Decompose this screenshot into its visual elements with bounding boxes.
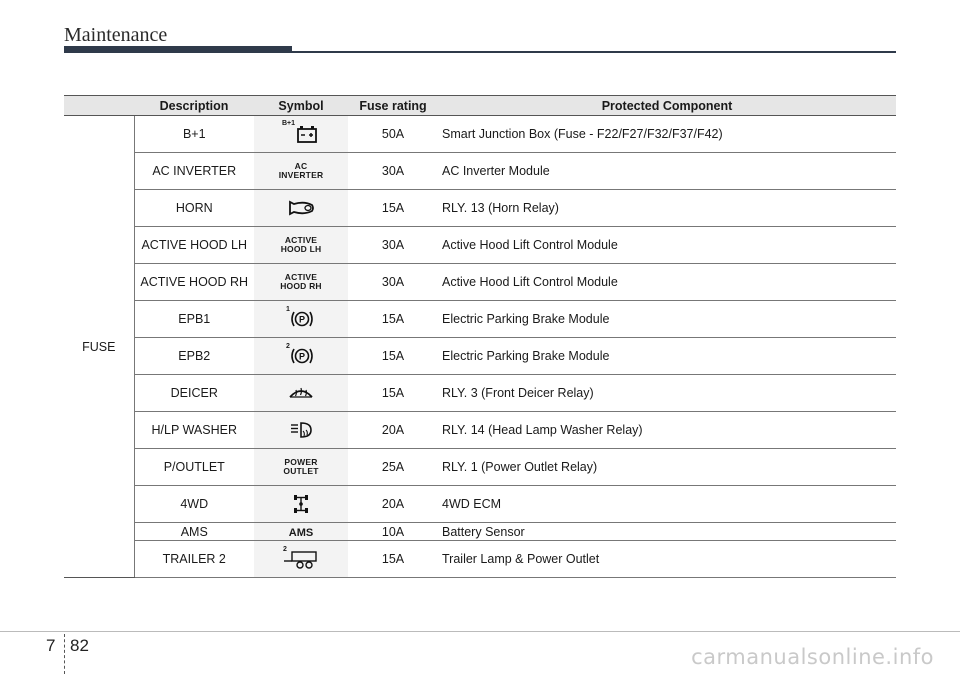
parking-brake-2-label: 2: [286, 343, 290, 350]
4wd-icon: [288, 493, 314, 515]
table-row: [64, 541, 896, 578]
row-protected-component: Active Hood Lift Control Module: [438, 227, 896, 264]
row-description: P/OUTLET: [134, 449, 254, 486]
battery-b1-label: B+1: [282, 120, 296, 127]
row-fuse-rating: 25A: [348, 449, 438, 486]
row-symbol: [254, 190, 348, 227]
ams-symbol: AMS: [288, 526, 314, 539]
svg-text:P: P: [298, 314, 306, 325]
row-fuse-rating: 15A: [348, 541, 438, 578]
battery-b1-icon: [279, 120, 323, 145]
row-fuse-rating: 20A: [348, 412, 438, 449]
row-fuse-rating: 30A: [348, 153, 438, 190]
table-header-row: [64, 96, 896, 116]
table-row: [64, 153, 896, 190]
row-protected-component: RLY. 3 (Front Deicer Relay): [438, 375, 896, 412]
row-protected-component: Trailer Lamp & Power Outlet: [438, 541, 896, 578]
table-row: [64, 375, 896, 412]
row-protected-component: Active Hood Lift Control Module: [438, 264, 896, 301]
row-fuse-rating: 50A: [348, 116, 438, 153]
fuse-table: [64, 95, 896, 578]
row-protected-component: Electric Parking Brake Module: [438, 338, 896, 375]
row-protected-component: Electric Parking Brake Module: [438, 301, 896, 338]
row-symbol: [254, 227, 348, 264]
table-row: [64, 190, 896, 227]
row-symbol: [254, 541, 348, 578]
page-number: 82: [70, 636, 89, 655]
active-hood-lh-symbol: ACTIVE HOOD LH: [280, 234, 322, 254]
row-protected-component: Battery Sensor: [438, 523, 896, 541]
footer-rule: [0, 631, 960, 632]
row-symbol: [254, 338, 348, 375]
protected-component-header: Protected Component: [438, 96, 896, 116]
row-symbol: [254, 449, 348, 486]
row-fuse-rating: 10A: [348, 523, 438, 541]
svg-text:P: P: [298, 351, 306, 362]
row-description: EPB1: [134, 301, 254, 338]
row-protected-component: 4WD ECM: [438, 486, 896, 523]
parking-brake-2-icon: [286, 345, 316, 367]
row-symbol: [254, 301, 348, 338]
title-bar-accent: [64, 46, 292, 53]
row-description: B+1: [134, 116, 254, 153]
table-row: [64, 301, 896, 338]
row-symbol: [254, 116, 348, 153]
row-description: HORN: [134, 190, 254, 227]
group-header: [64, 96, 134, 116]
table-row: [64, 116, 896, 153]
ac-inverter-symbol: AC INVERTER: [278, 160, 324, 180]
footer-divider: [64, 634, 66, 674]
row-description: AC INVERTER: [134, 153, 254, 190]
table-row: [64, 523, 896, 541]
row-symbol: [254, 486, 348, 523]
row-symbol: [254, 523, 348, 541]
trailer-2-icon: [281, 547, 321, 571]
active-hood-rh-symbol: ACTIVE HOOD RH: [280, 271, 322, 291]
row-symbol: [254, 153, 348, 190]
row-fuse-rating: 30A: [348, 227, 438, 264]
row-symbol: [254, 264, 348, 301]
row-protected-component: RLY. 13 (Horn Relay): [438, 190, 896, 227]
row-symbol: [254, 375, 348, 412]
deicer-icon: [287, 383, 315, 403]
table-row: [64, 486, 896, 523]
headlamp-washer-icon: [287, 419, 315, 441]
row-description: H/LP WASHER: [134, 412, 254, 449]
watermark: carmanualsonline.info: [691, 645, 934, 669]
row-fuse-rating: 15A: [348, 375, 438, 412]
table-row: [64, 227, 896, 264]
fuse-rating-header: Fuse rating: [348, 96, 438, 116]
power-outlet-symbol: POWER OUTLET: [283, 456, 319, 476]
chapter-number: 7: [46, 636, 56, 655]
row-fuse-rating: 15A: [348, 301, 438, 338]
horn-icon: [286, 198, 316, 218]
row-description: 4WD: [134, 486, 254, 523]
row-description: ACTIVE HOOD LH: [134, 227, 254, 264]
table-row: [64, 412, 896, 449]
row-description: AMS: [134, 523, 254, 541]
row-fuse-rating: 20A: [348, 486, 438, 523]
symbol-header: Symbol: [254, 96, 348, 116]
row-fuse-rating: 30A: [348, 264, 438, 301]
table-row: [64, 264, 896, 301]
row-protected-component: RLY. 14 (Head Lamp Washer Relay): [438, 412, 896, 449]
row-description: ACTIVE HOOD RH: [134, 264, 254, 301]
row-description: EPB2: [134, 338, 254, 375]
parking-brake-1-icon: [286, 308, 316, 330]
row-description: DEICER: [134, 375, 254, 412]
row-fuse-rating: 15A: [348, 190, 438, 227]
row-protected-component: AC Inverter Module: [438, 153, 896, 190]
row-protected-component: RLY. 1 (Power Outlet Relay): [438, 449, 896, 486]
row-fuse-rating: 15A: [348, 338, 438, 375]
group-label-fuse: FUSE: [64, 116, 134, 578]
title-rule: [292, 51, 896, 53]
row-symbol: [254, 412, 348, 449]
table-row: [64, 449, 896, 486]
trailer-2-label: 2: [283, 546, 287, 553]
table-row: [64, 338, 896, 375]
description-header: Description: [134, 96, 254, 116]
row-description: TRAILER 2: [134, 541, 254, 578]
parking-brake-1-label: 1: [286, 306, 290, 313]
page-title: Maintenance: [64, 24, 168, 46]
row-protected-component: Smart Junction Box (Fuse - F22/F27/F32/F37/F42): [438, 116, 896, 153]
